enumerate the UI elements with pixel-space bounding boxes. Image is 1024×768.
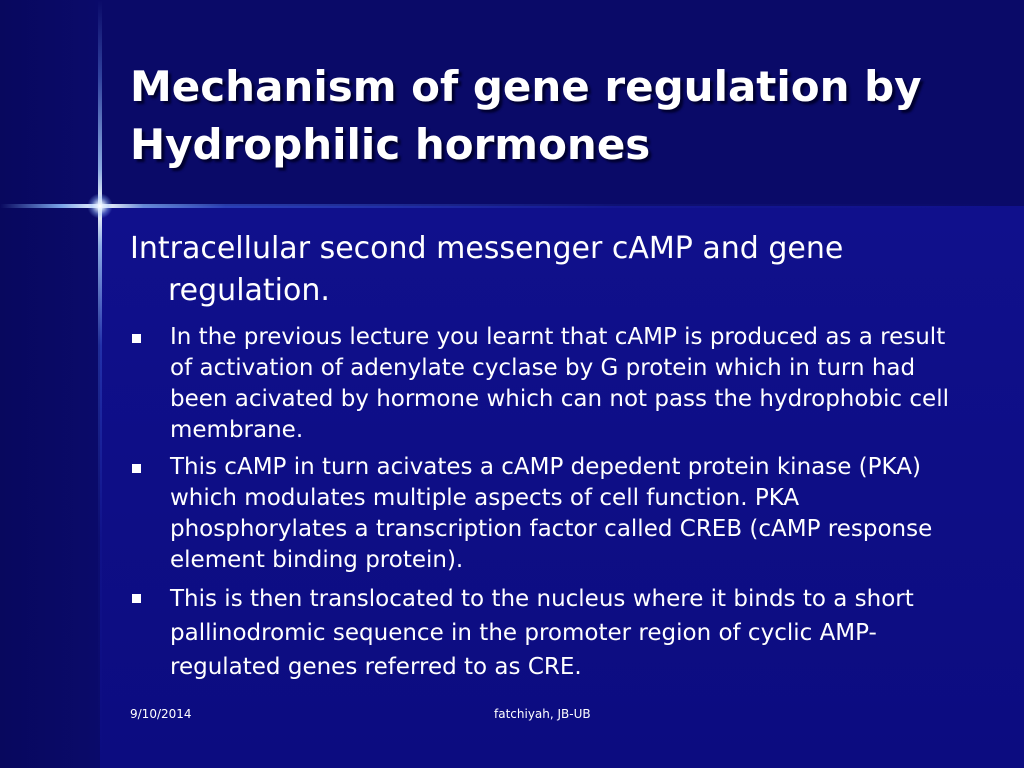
- bullet-list: [130, 322, 950, 690]
- sparkle-star-icon: [88, 194, 112, 218]
- bullet-item: [130, 322, 950, 446]
- bullet-text: This cAMP in turn acivates a cAMP depedent protein kinase (PKA) which modulates multiple aspects of cell function. PKA phosphorylates a transcription factor called CREB (cAMP response element binding protein).: [170, 454, 933, 573]
- sparkle-vertical-line: [98, 0, 102, 768]
- bullet-item: [130, 452, 950, 576]
- square-bullet-icon: [132, 334, 141, 343]
- bullet-text: This is then translocated to the nucleus where it binds to a short pallinodromic sequence in the promoter region of cyclic AMP-regulated genes referred to as CRE.: [170, 586, 914, 680]
- left-band: [0, 0, 100, 768]
- square-bullet-icon: [132, 594, 141, 603]
- square-bullet-icon: [132, 464, 141, 473]
- sparkle-horizontal-line: [0, 204, 1024, 208]
- bullet-item: [130, 582, 950, 684]
- footer-date: 9/10/2014: [130, 707, 192, 721]
- slide-subheading: Intracellular second messenger cAMP and gene regulation.: [130, 231, 844, 308]
- footer-author: fatchiyah, JB-UB: [494, 707, 591, 721]
- bullet-text: In the previous lecture you learnt that cAMP is produced as a result of activation of adenylate cyclase by G protein which in turn had been acivated by hormone which can not pass the hydrophobic cell membrane.: [170, 324, 949, 443]
- slide-title: Mechanism of gene regulation by Hydrophilic hormones: [130, 62, 922, 169]
